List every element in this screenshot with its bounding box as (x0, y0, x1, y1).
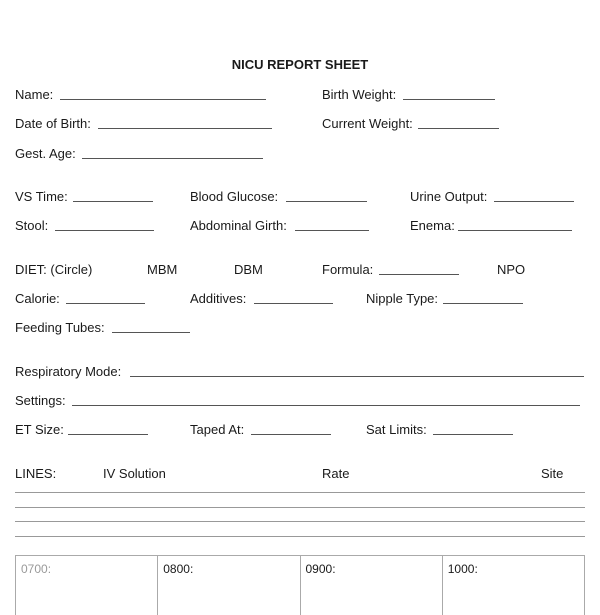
gest-age-field[interactable] (82, 158, 263, 159)
settings-label: Settings: (15, 393, 66, 408)
feeding-tubes-label: Feeding Tubes: (15, 320, 105, 335)
dob-label: Date of Birth: (15, 116, 91, 131)
iv-solution-header: IV Solution (103, 466, 166, 481)
diet-option-npo[interactable]: NPO (497, 262, 526, 277)
birth-weight-field[interactable] (403, 99, 495, 100)
additives-label: Additives: (190, 291, 247, 306)
settings-field[interactable] (72, 405, 580, 406)
feeding-tubes-field[interactable] (112, 332, 190, 333)
respiratory-mode-field[interactable] (130, 376, 584, 377)
current-weight-label: Current Weight: (322, 116, 413, 131)
calorie-label: Calorie: (15, 291, 60, 306)
gest-age-label: Gest. Age: (15, 146, 76, 161)
name-field[interactable] (60, 99, 266, 100)
site-header: Site (541, 466, 564, 481)
vs-time-field[interactable] (73, 201, 153, 202)
abdominal-girth-label: Abdominal Girth: (190, 218, 287, 233)
vs-time-label: VS Time: (15, 189, 68, 204)
current-weight-field[interactable] (418, 128, 499, 129)
lines-entry-row[interactable] (15, 492, 585, 493)
hourly-grid (15, 555, 585, 615)
sat-limits-field[interactable] (433, 434, 513, 435)
et-size-label: ET Size: (15, 422, 64, 437)
formula-field[interactable] (379, 274, 459, 275)
time-cell-1000[interactable]: 1000: (447, 562, 478, 576)
taped-at-field[interactable] (251, 434, 331, 435)
time-cell-0900[interactable]: 0900: (301, 556, 443, 615)
enema-field[interactable] (458, 230, 572, 231)
diet-label: DIET: (Circle) (15, 262, 93, 277)
calorie-field[interactable] (66, 303, 145, 304)
lines-entry-row[interactable] (15, 536, 585, 537)
sat-limits-label: Sat Limits: (366, 422, 427, 437)
enema-label: Enema: (410, 218, 455, 233)
name-label: Name: (15, 87, 54, 102)
et-size-field[interactable] (68, 434, 148, 435)
formula-label: Formula: (322, 262, 374, 277)
blood-glucose-field[interactable] (286, 201, 367, 202)
time-cell-0800[interactable]: 0800: (158, 556, 300, 615)
birth-weight-label: Birth Weight: (322, 87, 397, 102)
nipple-type-field[interactable] (443, 303, 523, 304)
respiratory-mode-label: Respiratory Mode: (15, 364, 122, 379)
dob-field[interactable] (98, 128, 272, 129)
page-title: NICU REPORT SHEET (231, 57, 369, 72)
blood-glucose-label: Blood Glucose: (190, 189, 279, 204)
stool-label: Stool: (15, 218, 49, 233)
urine-output-label: Urine Output: (410, 189, 488, 204)
rate-header: Rate (322, 466, 350, 481)
abdominal-girth-field[interactable] (295, 230, 369, 231)
urine-output-field[interactable] (494, 201, 574, 202)
time-cell-0700[interactable]: 0700: (16, 556, 158, 615)
diet-option-dbm[interactable]: DBM (234, 262, 263, 277)
nipple-type-label: Nipple Type: (366, 291, 439, 306)
diet-option-mbm[interactable]: MBM (147, 262, 178, 277)
lines-label: LINES: (15, 466, 57, 481)
taped-at-label: Taped At: (190, 422, 245, 437)
lines-entry-row[interactable] (15, 521, 585, 522)
stool-field[interactable] (55, 230, 154, 231)
additives-field[interactable] (254, 303, 333, 304)
lines-entry-row[interactable] (15, 507, 585, 508)
